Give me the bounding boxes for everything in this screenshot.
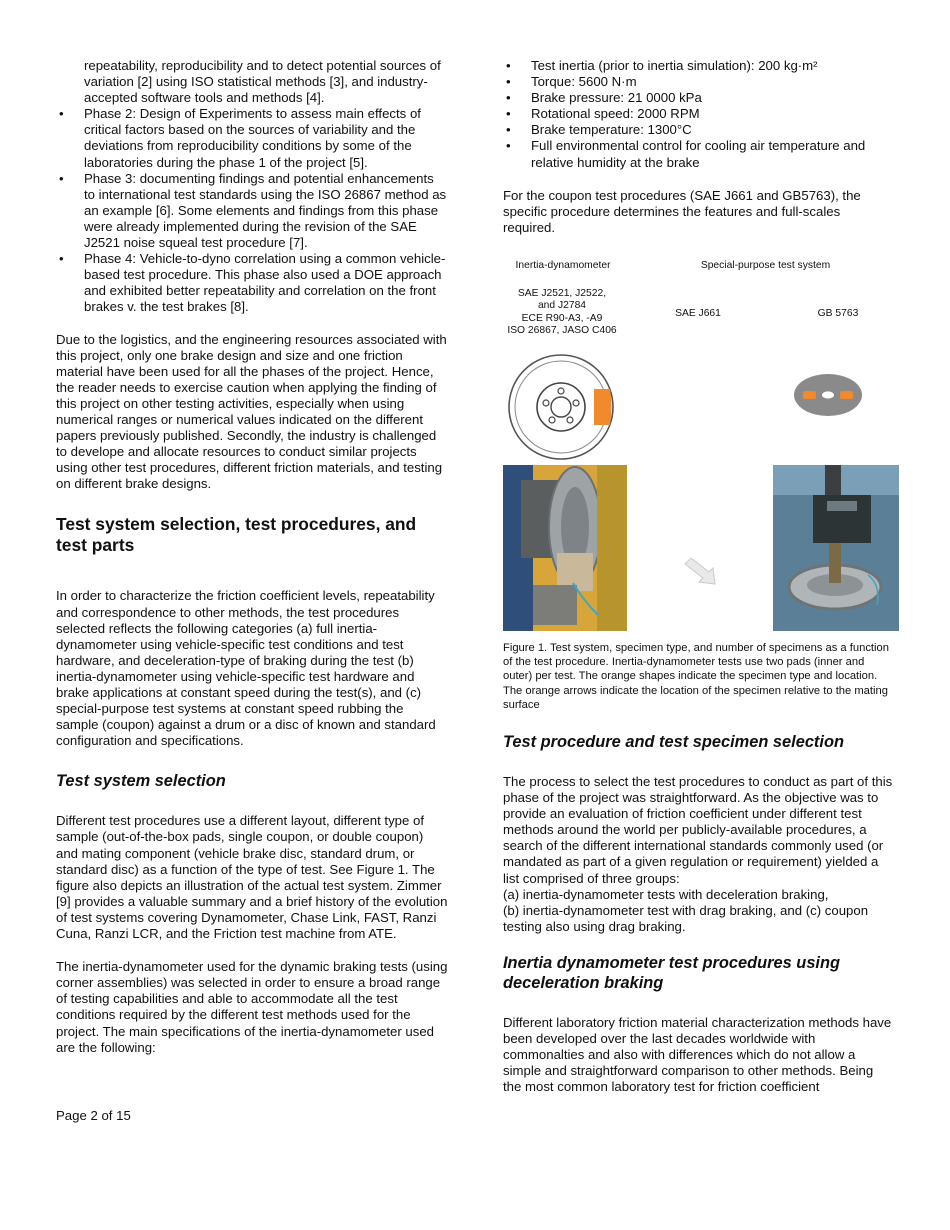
spec-inertia: • Test inertia (prior to inertia simulation): 200 kg·m² — [503, 58, 895, 74]
left-column — [56, 58, 448, 1056]
spec-torque: • Torque: 5600 N·m — [503, 74, 895, 90]
fig-standard-line-3: ECE R90-A3, -A9 — [521, 312, 603, 324]
logistics-paragraph: Due to the logistics, and the engineering resources associated with this project, only one brake design and size and one friction material have been used for all the phases of the project. Hence, the reader needs to exercise caution when applying the finding of this project on other testing activities, especially when using numerical ranges or numerical values indicated on the different papers previously published. Secondly, the industry is challenged to develope and allocate resources to conduct similar projects using other test procedures, different friction materials, and testing on different brake designs. — [56, 331, 447, 492]
fig-header-inertia: Inertia-dynamometer — [515, 259, 611, 271]
phase-2-item: • Phase 2: Design of Experiments to assess main effects of critical factors based on the sources of variability and the deviations from reproducibility conditions by some of the laboratories during the phase 1 of the project [5]. — [56, 106, 448, 170]
page-number: Page 2 of 15 — [56, 1108, 131, 1123]
fig-standard-gb5763: GB 5763 — [817, 307, 859, 319]
procedure-line-b: (b) inertia-dynamometer test with drag braking, and (c) coupon testing also using drag braking. — [503, 902, 869, 934]
fig-header-special: Special-purpose test system — [700, 259, 831, 271]
coupon-left — [803, 391, 816, 399]
figure-1 — [503, 250, 903, 635]
fig-standards-inertia — [501, 288, 623, 338]
fig-standard-line-2: and J2784 — [537, 300, 587, 312]
phase-3-item: • Phase 3: documenting findings and potential enhancements to international test standards using the ISO 26867 method as an example [6]. Some elements and findings from this phase were already implemented during the revision of the SAE J2521 noise squeal test procedure [7]. — [56, 171, 448, 251]
inertia-dyno-paragraph: The inertia-dynamometer used for the dynamic braking tests (using corner assemblies) was selected in order to ensure a broad range of testing capabilities and able to accommodate all the test conditions required by the different test methods used for the project. The main specifications of the inertia-dynamometer used are the following: — [56, 959, 448, 1055]
special-purpose-tester-photo — [773, 465, 899, 631]
fig-standard-line-4: ISO 26867, JASO C406 — [507, 325, 617, 337]
coupon-paragraph: For the coupon test procedures (SAE J661 and GB5763), the specific procedure determines the features and full-scales required. — [503, 187, 861, 235]
phase1-continuation: repeatability, reproducibility and to detect potential sources of variation [2] using ISO statistical methods [3], and industry-accepted software tools and methods [4]. — [84, 58, 441, 106]
phase-4-item: • Phase 4: Vehicle-to-dyno correlation using a common vehicle-based test procedure. This phase also used a DOE approach and exhibited better repeatability and correlation on the front brakes v. the test brakes [8]. — [56, 251, 448, 315]
spec-speed: • Rotational speed: 2000 RPM — [503, 106, 895, 122]
heading-test-procedure-selection: Test procedure and test specimen selection — [503, 732, 844, 751]
procedure-line-a: (a) inertia-dynamometer tests with deceleration braking, — [503, 886, 829, 902]
characterize-paragraph: In order to characterize the friction coefficient levels, repeatability and correspondence to other methods, the test procedures selected reflects the following categories (a) full inertia-dynamometer using vehicle-specific test conditions and test hardware, and deceleration-type of braking during the test (b) inertia-dynamometer using vehicle-specific test hardware and brake applications at constant speed during the test(s), and (c) special-purpose test systems at constant speed rubbing the sample (coupon) against a drum or a disc of known and standard configuration and specifications. — [56, 588, 436, 749]
standard-disc-coupon-diagram — [793, 372, 863, 418]
section-heading-test-system: Test system selection, test procedures, and test parts — [56, 514, 417, 556]
dyno-spec-list — [503, 58, 895, 171]
brake-disc-diagram — [506, 352, 618, 464]
coupon-right — [840, 391, 853, 399]
spec-environment: • Full environmental control for cooling air temperature and relative humidity at the brake — [503, 138, 895, 170]
spec-temperature: • Brake temperature: 1300°C — [503, 122, 895, 138]
fig-standard-j661: SAE J661 — [675, 307, 721, 319]
figure-1-caption: Figure 1. Test system, specimen type, and number of specimens as a function of the test procedure. Inertia-dynamometer tests use two pads (inner and outer) per test. The orange shapes indicate the specimen type and location. The orange arrows indicate the location of the specimen relative to the mating surface — [503, 641, 889, 711]
phase-list — [56, 106, 448, 315]
fig-standard-line-1: SAE J2521, J2522, — [517, 287, 607, 299]
heading-deceleration-braking: Inertia dynamometer test procedures using deceleration braking — [503, 953, 841, 992]
subsection-heading-test-system-selection: Test system selection — [56, 772, 226, 791]
different-paragraph: Different test procedures use a different layout, different type of sample (out-of-the-box pads, single coupon, or double coupon) and mating component (vehicle brake disc, standard drum, or standard disc) as a function of the type of test. See Figure 1. The figure also depicts an illustration of the actual test system. Zimmer [9] provides a valuable summary and a brief history of the evolution of test systems covering Dynamometer, Chase Link, FAST, Ranzi Cuna, Ranzi LCR, and the Friction test machine from ATE. — [56, 813, 448, 942]
brake-pad-specimen — [594, 389, 612, 425]
spec-pressure: • Brake pressure: 21 0000 kPa — [503, 90, 895, 106]
orange-arrow-icon — [683, 558, 721, 588]
inertia-dyno-photo — [503, 465, 627, 631]
right-column — [503, 58, 895, 1095]
deceleration-paragraph: Different laboratory friction material characterization methods have been developed over the last decades worldwide with commonalties and also with differences which do not allow a simple and straightforward comparison to other methods. Being the most common laboratory test for friction coefficient — [503, 1014, 892, 1095]
procedure-paragraph: The process to select the test procedures to conduct as part of this phase of the project was straightforward. As the objective was to provide an evaluation of friction coefficient under different test methods around the world per publicly-available procedures, a search of the different international standards commonly used (or mandated as part of a given regulation or requirement) yielded a list comprised of three groups: — [503, 773, 893, 886]
